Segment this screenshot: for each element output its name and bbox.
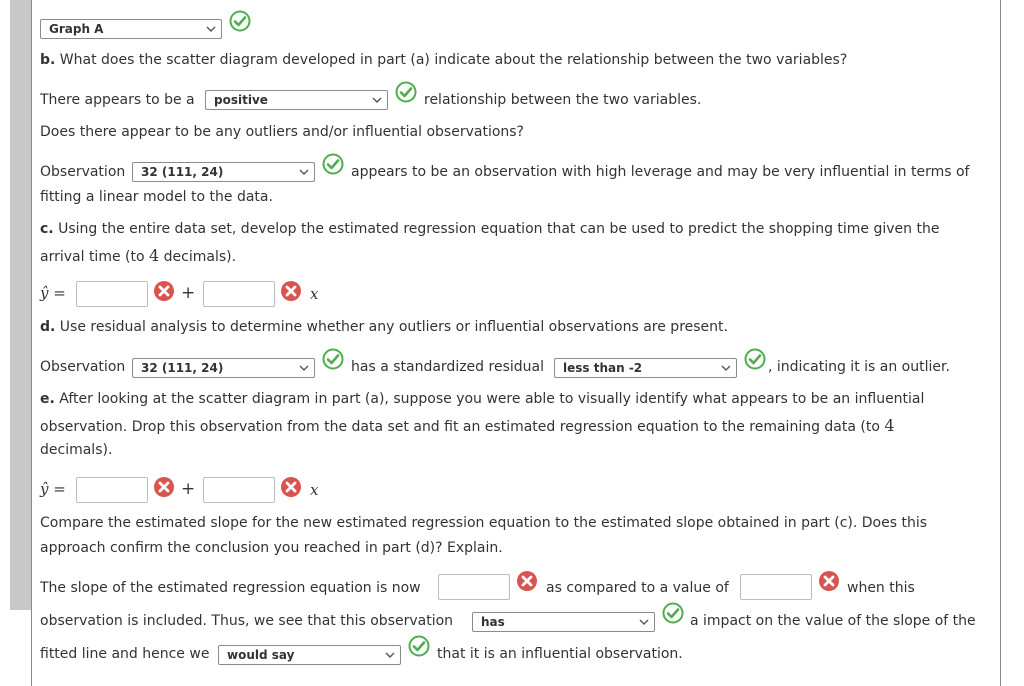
part-c-label: c. [40, 221, 54, 237]
part-c-decimals: 4 [149, 246, 160, 265]
part-e-question [40, 391, 924, 407]
yhat-label-2: ŷ = [40, 480, 66, 498]
influential-select-value: would say [227, 648, 295, 662]
check-circle-icon [395, 81, 417, 103]
residual-select[interactable] [554, 358, 737, 378]
obs-line-post-text: a impact on the value of the slope of the [690, 613, 976, 629]
chevron-down-icon [298, 362, 310, 374]
slope-pre-text: The slope of the estimated regression equation is now [40, 580, 421, 596]
observation-label: Observation [40, 164, 126, 180]
slope-post-text: when this [847, 580, 915, 596]
plus-sign-2: + [181, 479, 196, 499]
old-slope-value-input[interactable] [740, 574, 812, 600]
part-e-decimals: 4 [884, 416, 895, 435]
part-b-question-text: What does the scatter diagram developed in part (a) indicate about the relationship between the two variables? [59, 52, 848, 68]
plus-sign: + [181, 283, 196, 303]
graph-select-value: Graph A [49, 22, 104, 36]
x-variable-2: x [310, 481, 319, 499]
check-circle-icon [322, 348, 344, 370]
relationship-pre-text: There appears to be a [40, 92, 195, 108]
residual-observation-label: Observation [40, 359, 126, 375]
chevron-down-icon [720, 362, 732, 374]
part-c-line2-post: decimals). [163, 249, 237, 265]
fitted-post-text: that it is an influential observation. [437, 646, 683, 662]
observation-select[interactable] [132, 162, 315, 182]
chevron-down-icon [205, 23, 217, 35]
chevron-down-icon [371, 94, 383, 106]
check-circle-icon [662, 602, 684, 624]
compare-text-2: approach confirm the conclusion you reached in part (d)? Explain. [40, 540, 503, 556]
slope-mid-text: as compared to a value of [546, 580, 729, 596]
x-circle-icon [153, 280, 175, 302]
chevron-down-icon [638, 616, 650, 628]
check-circle-icon [744, 348, 766, 370]
intercept-input[interactable] [76, 281, 148, 307]
left-gutter [10, 0, 31, 610]
check-circle-icon [229, 10, 251, 32]
x-circle-icon [516, 570, 538, 592]
residual-observation-select-value: 32 (111, 24) [141, 361, 224, 375]
new-slope-value-input[interactable] [438, 574, 510, 600]
check-circle-icon [322, 153, 344, 175]
part-c-question [40, 221, 939, 237]
impact-select[interactable] [472, 612, 655, 632]
x-circle-icon [280, 476, 302, 498]
part-b-label: b. [40, 52, 56, 68]
x-circle-icon [153, 476, 175, 498]
chevron-down-icon [384, 649, 396, 661]
new-slope-input[interactable] [203, 477, 275, 503]
new-intercept-input[interactable] [76, 477, 148, 503]
impact-select-value: has [481, 615, 505, 629]
relationship-select[interactable] [205, 90, 388, 110]
residual-select-value: less than -2 [563, 361, 643, 375]
obs-line-pre-text: observation is included. Thus, we see that this observation [40, 613, 454, 629]
x-circle-icon [818, 570, 840, 592]
relationship-post-text: relationship between the two variables. [424, 92, 702, 108]
part-e-question-line2 [40, 416, 895, 435]
observation-post-text: appears to be an observation with high leverage and may be very influential in terms of [351, 164, 970, 180]
residual-observation-select[interactable] [132, 358, 315, 378]
slope-input[interactable] [203, 281, 275, 307]
relationship-select-value: positive [214, 93, 268, 107]
observation-select-value: 32 (111, 24) [141, 165, 224, 179]
graph-select[interactable] [40, 19, 222, 39]
chevron-down-icon [298, 166, 310, 178]
fitted-pre-text: fitted line and hence we [40, 646, 210, 662]
part-c-question-line2 [40, 246, 236, 265]
observation-post-text-2: fitting a linear model to the data. [40, 189, 273, 205]
part-e-line2-pre: observation. Drop this observation from the data set and fit an estimated regression equation to the remaining data (to [40, 419, 880, 435]
part-d-text: Use residual analysis to determine whether any outliers or influential observations are present. [59, 319, 728, 335]
part-d-question [40, 319, 728, 335]
compare-text-1: Compare the estimated slope for the new estimated regression equation to the estimated slope obtained in part (c). Does this [40, 515, 928, 531]
part-d-label: d. [40, 319, 56, 335]
x-variable: x [310, 285, 319, 303]
check-circle-icon [408, 635, 430, 657]
outlier-question: Does there appear to be any outliers and/or influential observations? [40, 124, 524, 140]
part-c-line2-pre: arrival time (to [40, 249, 145, 265]
part-e-label: e. [40, 391, 55, 407]
x-circle-icon [280, 280, 302, 302]
residual-post-text: , indicating it is an outlier. [768, 359, 950, 375]
part-e-line3: decimals). [40, 442, 113, 458]
influential-select[interactable] [218, 645, 401, 665]
residual-mid-text: has a standardized residual [351, 359, 544, 375]
yhat-label: ŷ = [40, 284, 66, 302]
part-b-question [40, 52, 847, 68]
part-e-text: After looking at the scatter diagram in part (a), suppose you were able to visually identify what appears to be an influential [59, 391, 925, 407]
part-c-text: Using the entire data set, develop the estimated regression equation that can be used to predict the shopping time given the [58, 221, 940, 237]
